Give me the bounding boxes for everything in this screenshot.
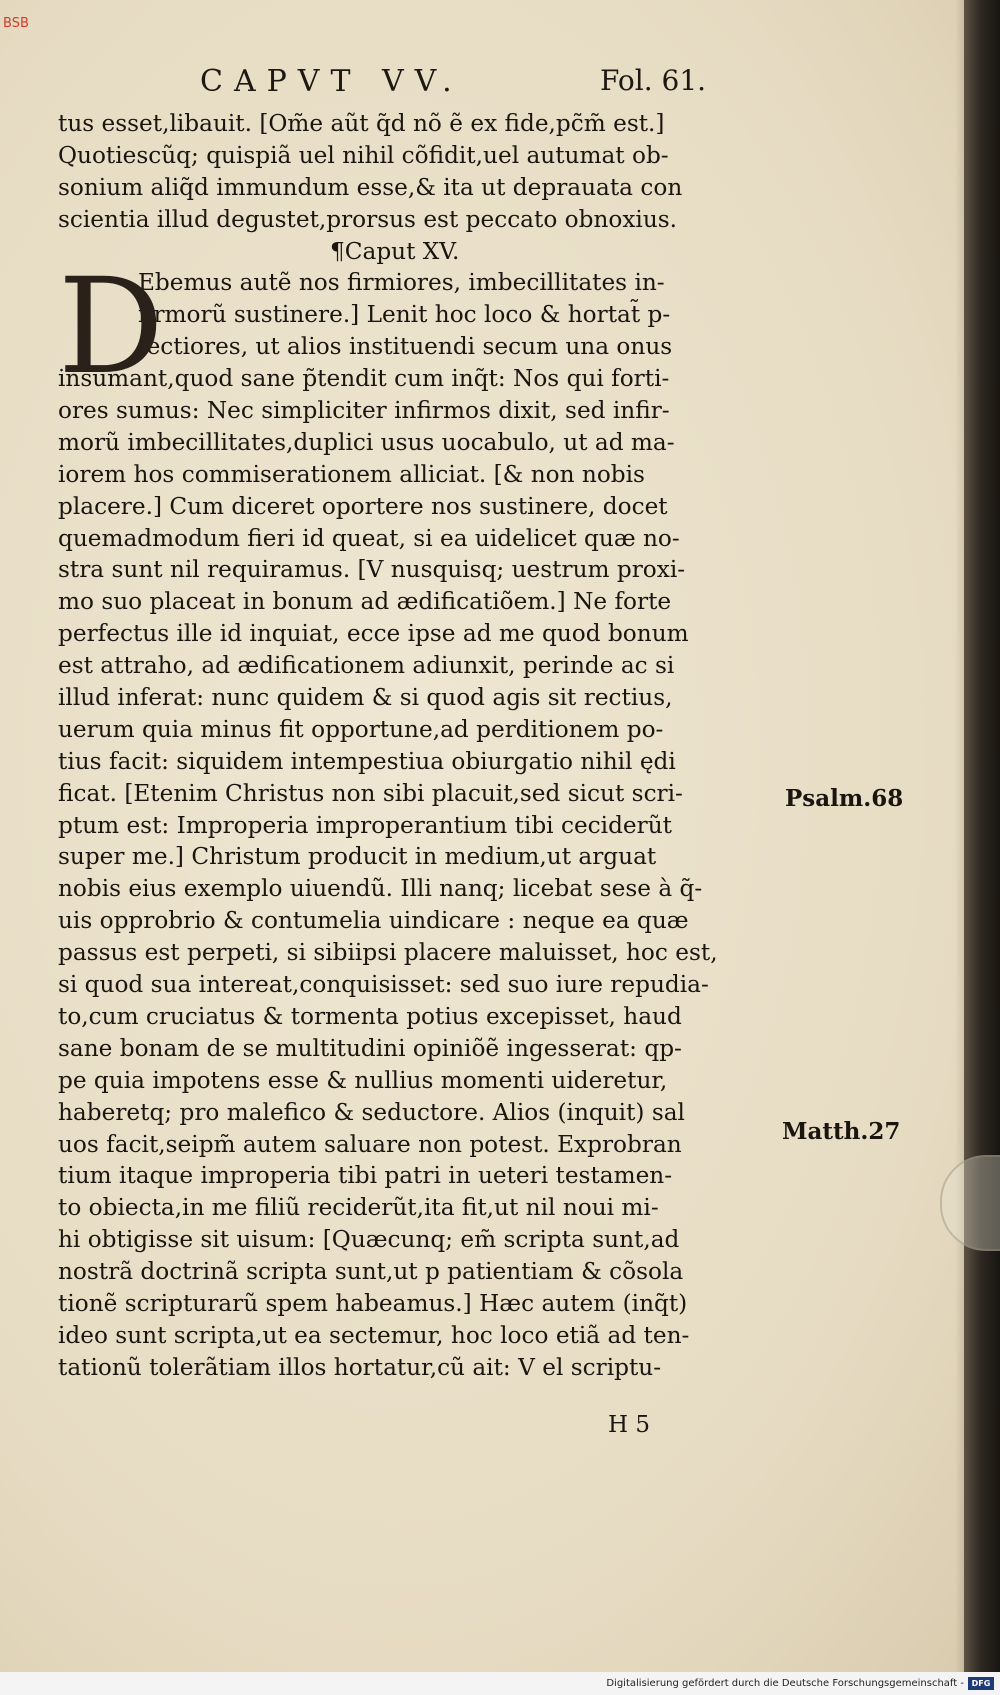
text-line: nobis eius exemplo uiuendũ. Illi nanq; licebat sese à q̃- (58, 875, 703, 903)
text-line: haberetq; pro malefico & seductore. Alios (inquit) sal (58, 1098, 685, 1126)
text-line: passus est perpeti, si sibiipsi placere maluisset, hoc est, (58, 939, 718, 967)
drop-cap: D (58, 250, 164, 404)
chapter-title: CAPVT VV. (200, 64, 463, 99)
book-spine (964, 0, 1000, 1695)
text-line: perfectus ille id inquiat, ecce ipse ad me quod bonum (58, 620, 689, 648)
text-line: ideo sunt scripta,ut ea sectemur, hoc loco etiã ad ten- (58, 1321, 690, 1349)
text-line: firmorũ sustinere.] Lenit hoc loco & hortat̃ p- (138, 301, 671, 329)
signature-mark: H 5 (608, 1412, 651, 1438)
text-line: uos facit,seipm̃ autem saluare non potest. Exprobran (58, 1130, 682, 1158)
folio-number: Fol. 61. (600, 64, 707, 97)
text-line: scientia illud degustet,prorsus est peccato obnoxius. (58, 205, 678, 233)
text-line: uerum quia minus fit opportune,ad perditionem po- (58, 715, 664, 743)
bsb-watermark: BSB (3, 16, 29, 31)
text-line: si quod sua intereat,conquisisset: sed suo iure repudia- (58, 971, 709, 999)
margin-note-matth: Matth.27 (782, 1118, 901, 1145)
text-line: morũ imbecillitates,duplici usus uocabulo, ut ad ma- (58, 428, 675, 456)
text-line: uis opprobrio & contumelia uindicare : neque ea quæ (58, 907, 689, 935)
text-line: Quotiescũq; quispiã uel nihil cõfidit,uel autumat ob- (58, 141, 669, 169)
text-line: tationũ tolerãtiam illos hortatur,cũ ait: V el scriptu- (58, 1353, 662, 1381)
text-line: to obiecta,in me filiũ reciderũt,ita fit,ut nil noui mi- (58, 1194, 659, 1222)
text-line: super me.] Christum producit in medium,ut arguat (58, 843, 657, 871)
text-line: ores sumus: Nec simpliciter infirmos dixit, sed infir- (58, 397, 670, 425)
chapter-heading: ¶Caput XV. (330, 237, 460, 265)
text-line: tius facit: siquidem intempestiua obiurgatio nihil ędi (58, 747, 676, 775)
text-line: stra sunt nil requiramus. [V nusquisq; uestrum proxi- (58, 556, 686, 584)
text-line: ficat. [Etenim Christus non sibi placuit,sed sicut scri- (58, 779, 683, 807)
text-line: Ebemus autẽ nos firmiores, imbecillitates in- (138, 269, 665, 297)
running-head (0, 64, 978, 104)
margin-note-psalm: Psalm.68 (785, 785, 904, 812)
text-line: sonium aliq̃d immundum esse,& ita ut deprauata con (58, 173, 683, 201)
text-line: quemadmodum fieri id queat, si ea uidelicet quæ no- (58, 524, 680, 552)
text-line: tium itaque improperia tibi patri in ueteri testamen- (58, 1162, 673, 1190)
text-line: est attraho, ad ædificationem adiunxit, perinde ac si (58, 652, 675, 680)
text-line: ptum est: Improperia improperantium tibi ceciderũt (58, 811, 672, 839)
text-line: nostrã doctrinã scripta sunt,ut p patientiam & cõsola (58, 1258, 684, 1286)
dfg-logo: DFG (968, 1677, 994, 1690)
text-line: iorem hos commiserationem alliciat. [& non nobis (58, 460, 645, 488)
text-line: tionẽ scripturarũ spem habeamus.] Hæc autem (inq̃t) (58, 1289, 688, 1317)
text-line: fectiores, ut alios instituendi secum una onus (138, 333, 673, 361)
text-line: illud inferat: nunc quidem & si quod agis sit rectius, (58, 684, 673, 712)
text-line: pe quia impotens esse & nullius momenti uideretur, (58, 1066, 668, 1094)
text-line: hi obtigisse sit uisum: [Quæcunq; em̃ scripta sunt,ad (58, 1226, 680, 1254)
digitization-credit: Digitalisierung gefördert durch die Deutsche Forschungsgemeinschaft - (606, 1678, 964, 1689)
body-text (58, 108, 770, 1384)
text-line: placere.] Cum diceret oportere nos sustinere, docet (58, 492, 668, 520)
text-line: to,cum cruciatus & tormenta potius excepisset, haud (58, 1002, 682, 1030)
text-line: insumant,quod sane p̃tendit cum inq̃t: Nos qui forti- (58, 365, 670, 393)
text-line: sane bonam de se multitudini opiniõẽ ingesserat: qp- (58, 1034, 682, 1062)
text-line: mo suo placeat in bonum ad ædificatiõem.] Ne forte (58, 588, 672, 616)
text-line: tus esset,libauit. [Om̃e aũt q̃d nõ ẽ ex fide,pc̃m̃ est.] (58, 110, 665, 137)
